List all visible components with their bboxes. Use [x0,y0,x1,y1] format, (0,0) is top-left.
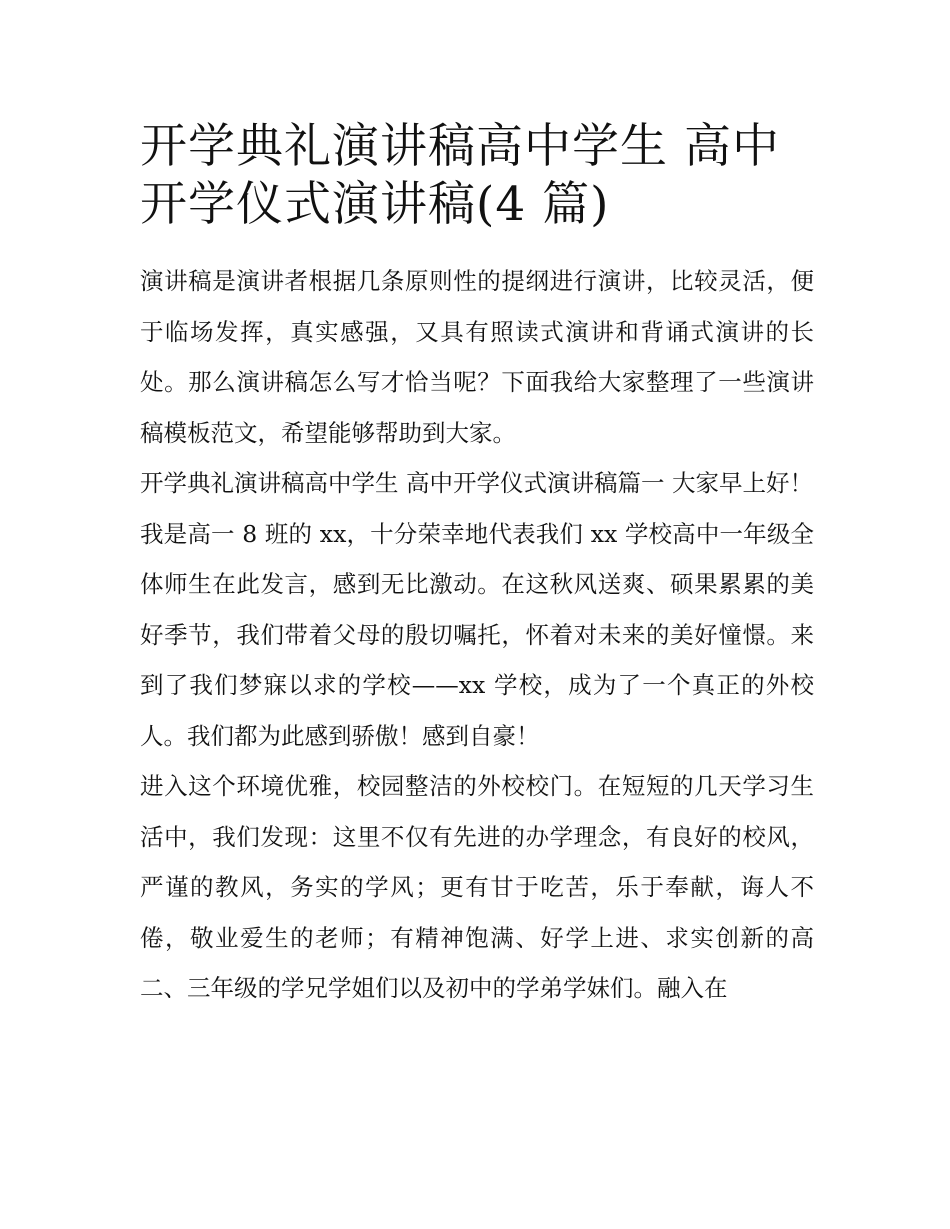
document-title: 开学典礼演讲稿高中学生 高中开学仪式演讲稿(4 篇) [140,119,780,232]
document-content [140,118,814,1014]
paragraph-school-environment: 进入这个环境优雅，校园整洁的外校校门。在短短的几天学习生活中，我们发现：这里不仅有先进的办学理念，有良好的校风，严谨的教风，务实的学风；更有甘于吃苦，乐于奉献，诲人不倦，敬业爱生的老师；有精神饱满、好学上进、求实创新的高二、三年级的学兄学姐们以及初中的学弟学妹们。融入在 [140,772,814,1002]
paragraph-speech-heading: 开学典礼演讲稿高中学生 高中开学仪式演讲稿篇一 大家早上好！ [140,469,813,497]
paragraph-self-introduction: 我是高一 8 班的 xx，十分荣幸地代表我们 xx 学校高中一年级全体师生在此发言，感到无比激动。在这秋风送爽、硕果累累的美好季节，我们带着父母的殷切嘱托，怀着对未来的美好憧憬。来到了我们梦寐以求的学校——xx 学校，成为了一个真正的外校人。我们都为此感到骄傲！感到自豪！ [140,519,814,750]
paragraph-intro: 演讲稿是演讲者根据几条原则性的提纲进行演讲，比较灵活，便于临场发挥，真实感强，又具有照读式演讲和背诵式演讲的长处。那么演讲稿怎么写才恰当呢？下面我给大家整理了一些演讲稿模板范文，希望能够帮助到大家。 [140,267,814,447]
document-body [140,256,814,1014]
